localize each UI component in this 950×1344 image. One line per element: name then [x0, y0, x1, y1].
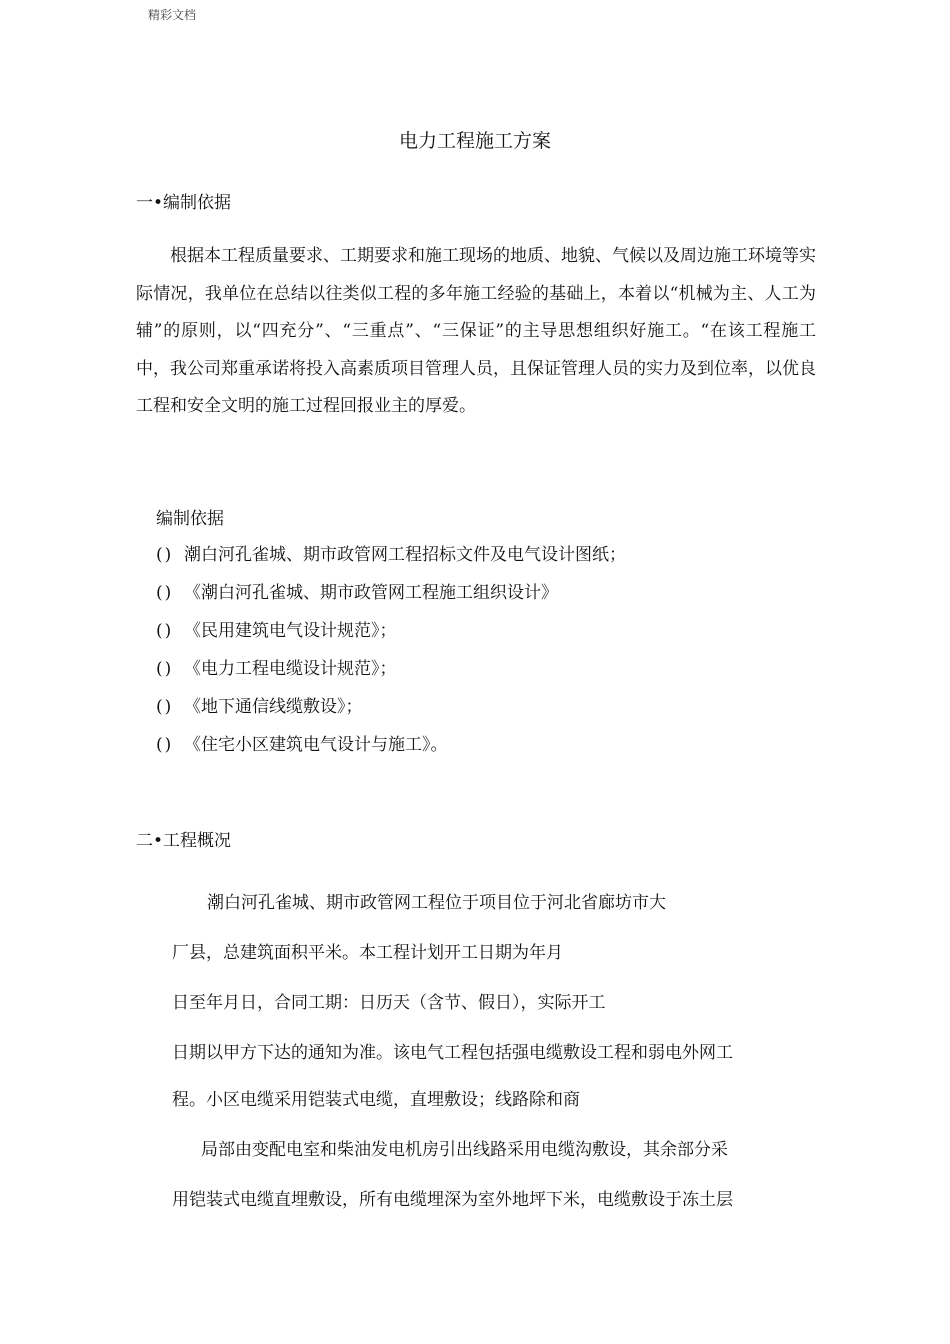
list-item-text: 潮白河孔雀城、期市政管网工程招标文件及电气设计图纸； [184, 545, 626, 565]
list-marker: () [156, 545, 174, 565]
overview-line: 局部由变配电室和柴油发电机房引出线路采用电缆沟敷设，其余部分采 [201, 1140, 728, 1160]
overview-line: 程。小区电缆采用铠装式电缆，直埋敷设；线路除和商 [172, 1090, 580, 1110]
list-marker: () [156, 735, 174, 755]
list-item [156, 731, 626, 769]
list-marker: () [156, 621, 174, 641]
list-item [156, 541, 626, 579]
overview-line: 潮白河孔雀城、期市政管网工程位于项目位于河北省廊坊市大 [207, 893, 666, 913]
overview-line: 用铠装式电缆直埋敷设，所有电缆埋深为室外地坪下米，电缆敷设于冻土层 [172, 1190, 733, 1210]
document-title: 电力工程施工方案 [398, 130, 551, 152]
basis-paragraph [136, 238, 816, 426]
basis-list [156, 541, 626, 769]
overview-line: 日至年月日，合同工期：日历天（含节、假日），实际开工 [172, 993, 606, 1013]
list-item-text: 《电力工程电缆设计规范》； [184, 659, 397, 679]
list-marker: () [156, 697, 174, 717]
list-item [156, 693, 626, 731]
list-item [156, 655, 626, 693]
list-item-text: 《地下通信线缆敷设》； [184, 697, 363, 717]
list-item [156, 617, 626, 655]
paragraph-text: 根据本工程质量要求、工期要求和施工现场的地质、地貌、气候以及周边施工环境等实际情况，我单位在总结以往类似工程的多年施工经验的基础上，本着以“机械为主、人工为辅”的原则，以“四充分”、“三重点”、“三保证”的主导思想组织好施工。“在该工程施工中，我公司郑重承诺将投入高素质项目管理人员，且保证管理人员的实力及到位率，以优良工程和安全文明的施工过程回报业主的厚爱。 [136, 246, 816, 416]
list-item-text: 《住宅小区建筑电气设计与施工》。 [184, 735, 448, 755]
section-heading-overview: 二•工程概况 [136, 831, 232, 851]
overview-line: 日期以甲方下达的通知为准。该电气工程包括强电缆敷设工程和弱电外网工 [172, 1043, 733, 1063]
watermark-text: 精彩文档 [148, 8, 197, 22]
list-item [156, 579, 626, 617]
basis-subheading: 编制依据 [156, 509, 224, 529]
list-item-text: 《民用建筑电气设计规范》； [184, 621, 397, 641]
list-marker: () [156, 583, 174, 603]
section-heading-basis: 一•编制依据 [136, 193, 232, 213]
overview-line: 厂县，总建筑面积平米。本工程计划开工日期为年月 [172, 943, 563, 963]
list-marker: () [156, 659, 174, 679]
list-item-text: 《潮白河孔雀城、期市政管网工程施工组织设计》 [184, 583, 558, 603]
